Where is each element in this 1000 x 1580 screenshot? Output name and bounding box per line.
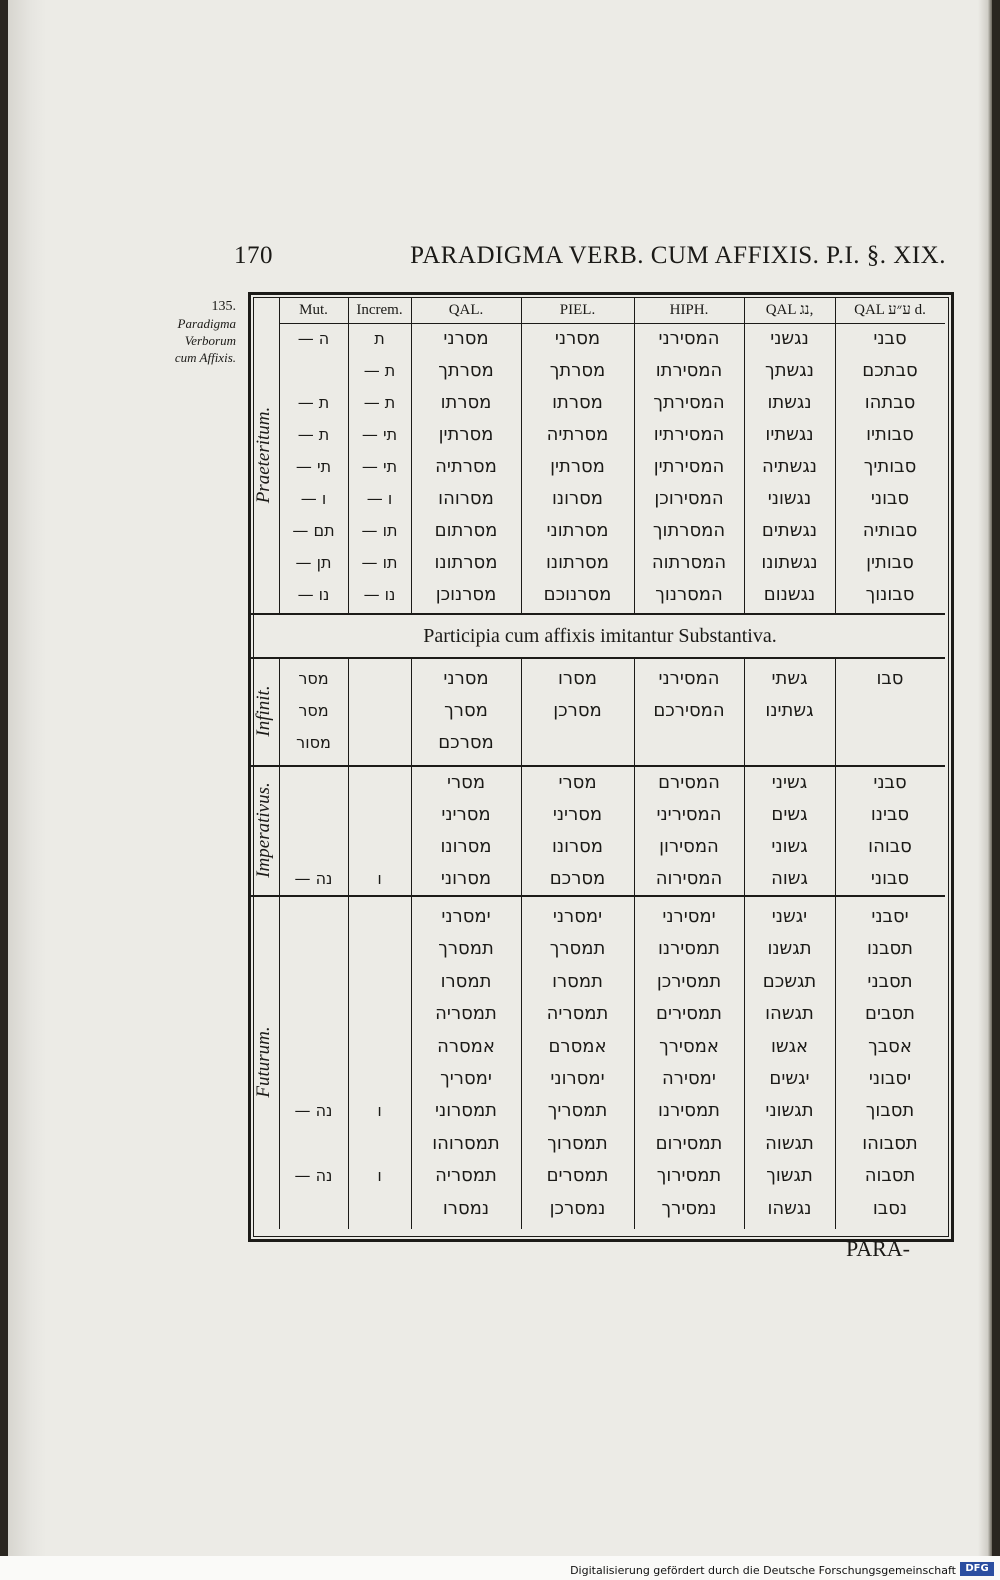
hebrew-form: מסרוהו [438,488,494,509]
hebrew-form: המסירכם [653,700,725,721]
hebrew-form: יסבוני [868,1068,912,1089]
increment-ending: ו [377,1166,382,1186]
hebrew-form: מסרתיה [435,456,497,477]
hebrew-form: מסרכן [553,700,602,721]
hebrew-form: מסרכם [549,868,606,889]
hebrew-form: תמסירכן [656,970,722,992]
mutation-ending: נה — [294,1166,333,1186]
hebrew-form: נגשהו [767,1197,812,1219]
column-rule [348,657,349,1229]
hebrew-form: תמסרך [438,938,494,960]
hebrew-form: תגשוך [766,1165,813,1187]
hebrew-form: תמסרוך [547,1132,608,1154]
hebrew-form: ימסירני [662,906,716,927]
hebrew-form: גשתינו [765,700,814,721]
footer-credit: Digitalisierung gefördert durch die Deutsche Forschungsgemeinschaft [570,1564,956,1577]
hebrew-form: נסבו [872,1197,908,1219]
hebrew-form: אגשו [770,1035,809,1057]
hebrew-form: מסרני [443,668,489,689]
hebrew-form: גשוה [771,868,808,889]
increment-ending: ו — [366,489,393,508]
hebrew-form: יגשני [771,906,808,927]
hebrew-form: תסבנו [866,938,914,960]
section-label: Futurum. [253,1026,274,1098]
hebrew-form: ימסריך [440,1068,492,1089]
hebrew-form: סבתהו [864,392,916,413]
hebrew-form: תמסירנו [657,1100,721,1122]
hebrew-form: תמסריה [435,1165,497,1187]
hebrew-form: מסרנוכם [543,584,612,605]
hebrew-form: תסבוה [864,1165,916,1187]
hebrew-form: ימסירה [662,1068,716,1089]
hebrew-form: אמסרה [437,1035,495,1057]
hebrew-form: המסירוכן [654,488,724,509]
hebrew-form: סבותיה [862,520,918,541]
increment-ending: ת — [363,361,396,380]
hebrew-form: תסבוך [865,1100,915,1122]
hebrew-form: המסירם [658,772,720,793]
hebrew-form: נגשתונו [761,552,818,573]
hebrew-form: תגשוה [765,1132,814,1154]
hebrew-form: תמסירוך [656,1165,722,1187]
hebrew-form: סבתכם [862,360,918,381]
column-header: QAL. [448,302,484,318]
participia-note: Participia cum affixis imitantur Substantiva. [423,625,777,647]
hebrew-form: תמסירים [656,1003,722,1025]
hebrew-form: תמסרך [549,938,606,960]
hebrew-form: מסרתו [552,392,603,413]
hebrew-form: מסרונו [440,836,492,857]
hebrew-form: תסבים [865,1003,915,1025]
hebrew-form: מסרני [554,328,601,349]
margin-note [130,298,236,366]
hebrew-form: גשים [771,804,808,825]
increment-ending: תו — [361,521,398,540]
section-label: Praeteritum. [253,406,274,504]
hebrew-form: גשתי [771,668,808,689]
hebrew-form: נגשתים [761,520,818,541]
section-label: Imperativus. [253,782,274,878]
dfg-logo: DFG [960,1562,994,1576]
mutation-ending: נו — [297,585,330,604]
hebrew-form: מסרתונו [434,552,498,573]
running-header [234,242,946,276]
section-label: Infinit. [253,685,274,737]
hebrew-form: סבותיך [863,456,917,477]
hebrew-form: סבינו [870,804,910,825]
mutation-ending: ת — [297,425,330,444]
margin-note-number: 135. [211,299,236,314]
hebrew-form: המסיריני [656,804,722,825]
mutation-ending: מסר [298,701,329,720]
section-rule [251,895,945,897]
hebrew-form: המסירתו [655,360,723,381]
hebrew-form: המסירתיו [653,424,725,445]
hebrew-form: נגשתיו [765,424,814,445]
hebrew-form: סבוהו [868,836,912,857]
increment-ending: תי — [361,457,398,476]
mutation-ending: תם — [292,521,335,540]
hebrew-form: תמסריך [547,1100,608,1122]
hebrew-form: מסרתיה [546,424,609,445]
hebrew-form: מסרתך [549,360,606,381]
hebrew-form: מסרכם [438,732,494,753]
hebrew-form: נגשני [770,328,809,349]
hebrew-form: מסרוני [440,868,492,889]
hebrew-form: תסבוהו [862,1132,918,1154]
increment-ending: נו — [363,585,396,604]
hebrew-form: מסרני [443,328,489,349]
column-header: Increm. [356,302,403,318]
increment-ending: ו [377,869,382,888]
increment-ending: ו [377,1101,382,1121]
hebrew-form: סבותין [866,552,914,573]
hebrew-form: תגשנו [767,938,812,960]
hebrew-form: המסירתך [653,392,725,413]
hebrew-form: סבני [873,772,907,793]
hebrew-form: מסרך [444,700,488,721]
hebrew-form: מסרתום [434,520,498,541]
section-rule [251,657,945,659]
column-header: QAL ע״ע d. [854,302,926,318]
increment-ending: ת — [363,393,396,412]
hebrew-form: תמסרוני [434,1100,498,1122]
hebrew-form: מסרתוני [546,520,609,541]
hebrew-form: תמסריה [435,1003,497,1025]
hebrew-form: אמסרם [548,1035,607,1057]
hebrew-form: נמסירך [661,1197,717,1219]
column-header: HIPH. [669,302,709,318]
margin-note-line: cum Affixis. [174,350,236,365]
hebrew-form: נגשתו [767,392,812,413]
hebrew-form: מסרונו [551,836,604,857]
running-title: PARADIGMA VERB. CUM AFFIXIS. P.I. §. XIX. [410,242,946,269]
margin-note-line: Verborum [184,333,236,348]
hebrew-form: נגשתיה [762,456,817,477]
hebrew-form: גשיני [771,772,808,793]
hebrew-form: סבו [876,668,904,689]
book-page [8,0,992,1556]
hebrew-form: תמסרים [546,1165,609,1187]
hebrew-form: אסבך [868,1035,912,1057]
mutation-ending: נה — [294,1101,333,1121]
hebrew-form: סבוני [870,488,910,509]
hebrew-form: תמסירנו [657,938,721,960]
mutation-ending: תן — [295,553,332,572]
hebrew-form: גשוני [771,836,808,857]
hebrew-form: יגשים [769,1068,810,1089]
column-header: PIEL. [559,302,596,318]
mutation-ending: נה — [294,869,333,888]
hebrew-form: יסבני [871,906,909,927]
hebrew-form: סבותיו [866,424,914,445]
column-header: QAL נג, [765,302,814,318]
mutation-ending: מסר [298,669,329,688]
header-rule [279,323,945,324]
hebrew-form: תסבני [867,970,913,992]
paradigm-table [248,292,954,1242]
increment-ending: ת [374,329,385,348]
section-rule [251,765,945,767]
hebrew-form: המסרתוך [652,520,726,541]
hebrew-form: נגשנום [763,584,816,605]
catchword: PARA- [846,1236,910,1261]
hebrew-form: המסירני [658,328,720,349]
hebrew-form: ימסרוני [550,1068,605,1089]
mutation-ending: ו — [300,489,327,508]
hebrew-form: תמסירום [655,1132,723,1154]
hebrew-form: מסריני [552,804,603,825]
mutation-ending: ת — [297,393,330,412]
hebrew-form: נגשוני [767,488,812,509]
increment-ending: תו — [361,553,398,572]
hebrew-form: תמסרו [440,970,492,992]
hebrew-form: מסרתך [438,360,494,381]
hebrew-form: המסירני [658,668,720,689]
hebrew-form: סבונוך [865,584,915,605]
hebrew-form: המסירון [659,836,719,857]
hebrew-form: המסירוה [655,868,723,889]
hebrew-form: מסרתין [550,456,605,477]
hebrew-form: מסרתו [440,392,492,413]
section-rule [251,613,945,615]
hebrew-form: המסרתוה [651,552,727,573]
hebrew-form: מסרנוכן [435,584,497,605]
hebrew-form: סבני [873,328,907,349]
hebrew-form: ימסרני [441,906,491,927]
hebrew-form: תמסריה [546,1003,609,1025]
hebrew-form: מסריני [441,804,491,825]
hebrew-form: מסרי [446,772,486,793]
hebrew-form: תמסרוהו [432,1132,500,1154]
hebrew-form: מסרונו [551,488,604,509]
column-header: Mut. [299,302,328,318]
hebrew-form: תמסרו [552,970,603,992]
hebrew-form: מסרי [558,772,597,793]
mutation-ending: ה — [297,329,330,348]
hebrew-form: ימסרני [552,906,603,927]
mutation-ending: תי — [295,457,332,476]
hebrew-form: אמסירך [659,1035,719,1057]
margin-note-line: Paradigma [177,316,236,331]
increment-ending: תי — [361,425,398,444]
page-fore-edge [978,0,992,1556]
hebrew-form: תגשכם [762,970,817,992]
page-number: 170 [234,242,273,269]
hebrew-form: המסירתין [653,456,725,477]
hebrew-form: נמסרכן [549,1197,606,1219]
hebrew-form: מסרתונו [546,552,609,573]
hebrew-form: מסרו [558,668,597,689]
hebrew-form: סבוני [870,868,910,889]
hebrew-form: המסרנוך [655,584,723,605]
hebrew-form: נגשתך [765,360,814,381]
page-gutter [8,0,46,1556]
hebrew-form: תגשהו [765,1003,814,1025]
hebrew-form: נמסרו [442,1197,490,1219]
hebrew-form: תגשוני [765,1100,814,1122]
mutation-ending: מסור [296,733,331,752]
hebrew-form: מסרתין [438,424,494,445]
